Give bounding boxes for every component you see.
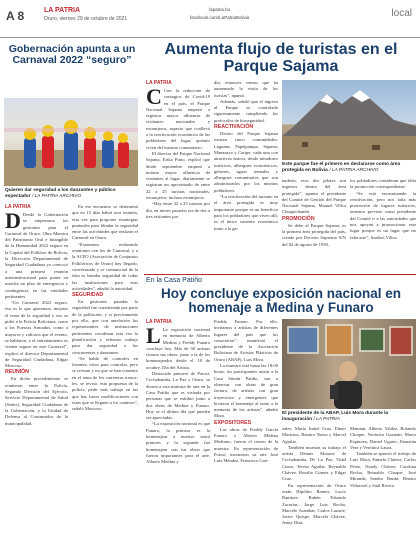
story3-headline: Hoy concluye exposición nacional en homenaje a Medina y Funaro [160, 286, 402, 316]
story1-headline: Gobernación apunta a un Carnaval 2022 “seguro” [8, 43, 136, 67]
issue-date: Oruro, viernes 29 de octubre de 2021 [44, 16, 128, 22]
section-label: local [391, 8, 412, 19]
story1-col1: D Desde la Gobernación se empezaron los gestiones para el Carnaval de Oruro, Obra Maestra del Patrimonio Oral e Intangible de la Humanidad 2022 seguro en la Capital del Folklore de Bolivia, la Dirección Departamental de Seguridad Ciudadana ya convocó a una primera reunión interinstitucional para poner en marcha un plan de emergencia y contingencia en las entidades pertinentes. “Un Carnaval 2022 seguro, eso es lo que queremos, mejorar el tema de la seguridad y eso se pidió a la Policía Boliviana, como a las Fuerzas Armadas, como a mayores y valiosos que el evento, se hablaron, y el entrenamiento es vienen seguro en este Carnaval”, explicó el director Departamental de Seguridad Ciudadana, Edgar Moscoso. REUNIÓN En dicho procedimiento se reunieron entre la Policía, Segunda División del Ejército, Servicio Departamental de Salud (Sedes), Seguridad Ciudadana de la Gobernación, y la Unidad de Defensa al Consumidor de la municipalidad. [5, 212, 68, 426]
story2-byline: LA PATRIA [146, 80, 172, 86]
story1-col2: En ese encuentro se determinó que en 15 días habrá otra reunión, esta vez para proponer estrategias puntuales para blindar la seguridad entre las actividades que realizan el Carnaval en Oruro. “Estaremos realizando reuniones con los de Carnaval, y a la ACFO (Asociación de Conjuntos Folklóricos de Oruro) hay llegado, conversando y se comunicará de la idea es brindar seguridad de todas las instituciones para esas actividades”, añadió la autoridad. SEGURIDAD En gestiones pasadas la seguridad fue cuestionada por parte de la población, y si precisamente por ello, que con antelación los representantes de instituciones pertinentes coordinan esta vez la planificación y esfuerzo trabajo para dar seguridad a los concurrentes y danzantes. “Se hablo de controles en frontera, estos para controlar, pero se revisan y no que se han comento en el tema de los carreteras tronca-les, se revisó, esta propuesta de la policía, pedir más trabajo en las que hay hacer modificaciones con estas que se lleguen a los caminos”, señaló Moscoso. [72, 204, 138, 412]
masthead: LA PATRIA [44, 7, 81, 14]
story3-col1: L La exposición nacional en memoria de Alberto Medina y Freddy Funaro concluye hoy. Más de 30 artistas citaron sus obras, junto a la de los homenajeados desde el 18 de octubre, Día del Artista. Destacado pintores de Potosí, Cochabamba, La Paz y Oruro, se dieron a esta muestra de arte en la Casa Patiño que es visitada por personas que se exhibió junto a dos obras de Medina y Funaro. Hoy se el último día que pueden ser apreciadas. “La exposición nacional es que Funaro, la primera es la homenajear a nuestro sentó pintores y la segunda fue homenajear con tus obras que fueron importantes para el arte, Alberto Medina y [146, 327, 210, 465]
section-divider [144, 274, 416, 275]
facebook-link[interactable]: facebook.com/LaPatriaBolivia [190, 15, 250, 20]
story3-byline: LA PATRIA [146, 319, 172, 325]
story3-col3: zales, María Isabel Cruz, Elmer Machaca, Ramiro Navia y Marcel Aguilar. También muestra su trabajo el artista Dennis Monroe de Cochabamba. De La Paz, Vidal Cusso, Teresa Aguilar, Reynaldo Chávez, Rosalio Gómez y Edgar Cruz. En representación de Oruro están Hipólito Ramos, Lucio Ramírez, Rubén Eduardo Zacarías, Jorge Luis Rocha, Marcelo Aranibar, Carlos Lazarte, Javier Quispe, Marcela Chávez, Jenny Díaz. [282, 426, 346, 526]
story2-caption: Este parque fue el primero en declararse como área protegida en Bolivia / LA PATRIA ARCHIVO [282, 162, 401, 173]
story3-kicker: En la Casa Patiño [146, 277, 203, 284]
page-header [0, 0, 420, 38]
exhibition-photo [282, 319, 416, 409]
story2-headline: Aumenta flujo de turistas en el Parque Sajama [164, 41, 398, 75]
story1-caption: Quieren dar seguridad a los danzantes y público espectador / LA PATRIA ARCHIVO [5, 188, 116, 199]
page-number: A 8 [6, 9, 25, 23]
social-links [190, 6, 249, 22]
story3-col4: Mamani, Alberto Valdez, Rolando Choque, Verónica Guzmán, Mario Espinoza, Daniel Ugarte, Jhonatán Vera y Verónica Laura. También se apreció el trabajo de Luis Mora, Pamela Chávez, Carlos Pérez, Nataly Chávez, Carolina Rocha, Reinaldo Choque, José Miranda, Sandro Bazán, Renato Villarroel y Saúl Rivera. [350, 426, 416, 488]
story1-byline: LA PATRIA [5, 204, 31, 210]
story2-col4: los pobladores consideran que falta la promoción correspondiente. “Se está encaminando la reactivación, pero nos falta más promoción de lugares turísticos, tenemos previsto como presidente del Comité ir a las autoridades que nos apoyan a promocionar este lugar porque es un lugar que no falta arte”, finalizó Villca. [350, 178, 416, 240]
website-link[interactable]: lapatria.bo [209, 7, 231, 12]
sajama-photo [282, 80, 416, 160]
story2-col3: nadería, esos dos pilares son ingresos dentro del área protegida”, apuntó el presidente del Comité de Gestión del Parque Nacional Sajama, Manuel Villca Chuquichambi. PROMOCIÓN Se debe al Parque Sajama, es la primera área protegida del país, creado por Decreto Supremo S/N del 02 de agosto de 1939, [282, 178, 346, 247]
carnival-photo [4, 98, 138, 186]
story3-caption: El presidente de la ABAP, Luis Mora durante la inauguración / LA PATRIA [282, 411, 389, 422]
story2-col1: C Con la reducción de contagios de Covid-19 en el país, el Parque Nacional Sajama empezó a registrar mayor afluencia de visitantes nacionales y extranjeros, aspecto que conllevó a la reactivación económica de las pobladores del lugar, quienes viven del turismo comunitario. El director del Parque Nacional Sajama, Erika Pinto, explicó que desde septiembre empezó a notarse mayor afluencia de visitantes al lugar, diariamente se registran un aproximado de entre 22 a 25 turistas nacionales, extranjeros, incluso extranjeros. “Hay entre 22 a 25 turistas por día, en meses pasados era de dos a tres visitantes por [146, 88, 210, 219]
story2-col2: día, entonces vemos que ha aumentado la visita de los turistas”, apuntó. Además, señaló que el ingreso al Parque es controlado rigurosamente cumpliendo los protocolos de bioseguridad. REACTIVACIÓN Dentro del Parque Sajama existen cinco comunidades: Lagunas, Papelpampa, Sajama, Manasaya y Caripe, cada una con atractivos únicos, desde miradores turísticos, albergues ecoturísticos, géiseres, aguas termales y albergues comunitarios que son administrados por los mismos pobladores. “La reactivación del turismo en el área protegida es muy importante porque es un beneficio para los pobladores que viven allí, es el único sustento económico junto a la ga- [214, 80, 278, 231]
story3-col2: Freddy Funaro. Por ello, invitamos a artistas de diferentes lugares del país que los conocieron”, manifestó el presidente de la Asociación Boliviana de Artistas Plásticos de Oruro (ABAP), Luis Mora. La muestra está hasta las 18:00 horas, los participantes asistir a la Casa Simón Patiño, van a observar con obras de gran factura, de artistas con gran trayectoria y emergentes que hicieron el homenaje al tanto a la memoria de los artistas”, añadió Mora. EXPOSITORES Las obras de Freddy García Funaro y Alberto Medina Medrano, fueron el centro de la muestra. En representación de Potosí, mostraron su arte José Luis Méndez, Francisco Gon- [214, 319, 278, 464]
